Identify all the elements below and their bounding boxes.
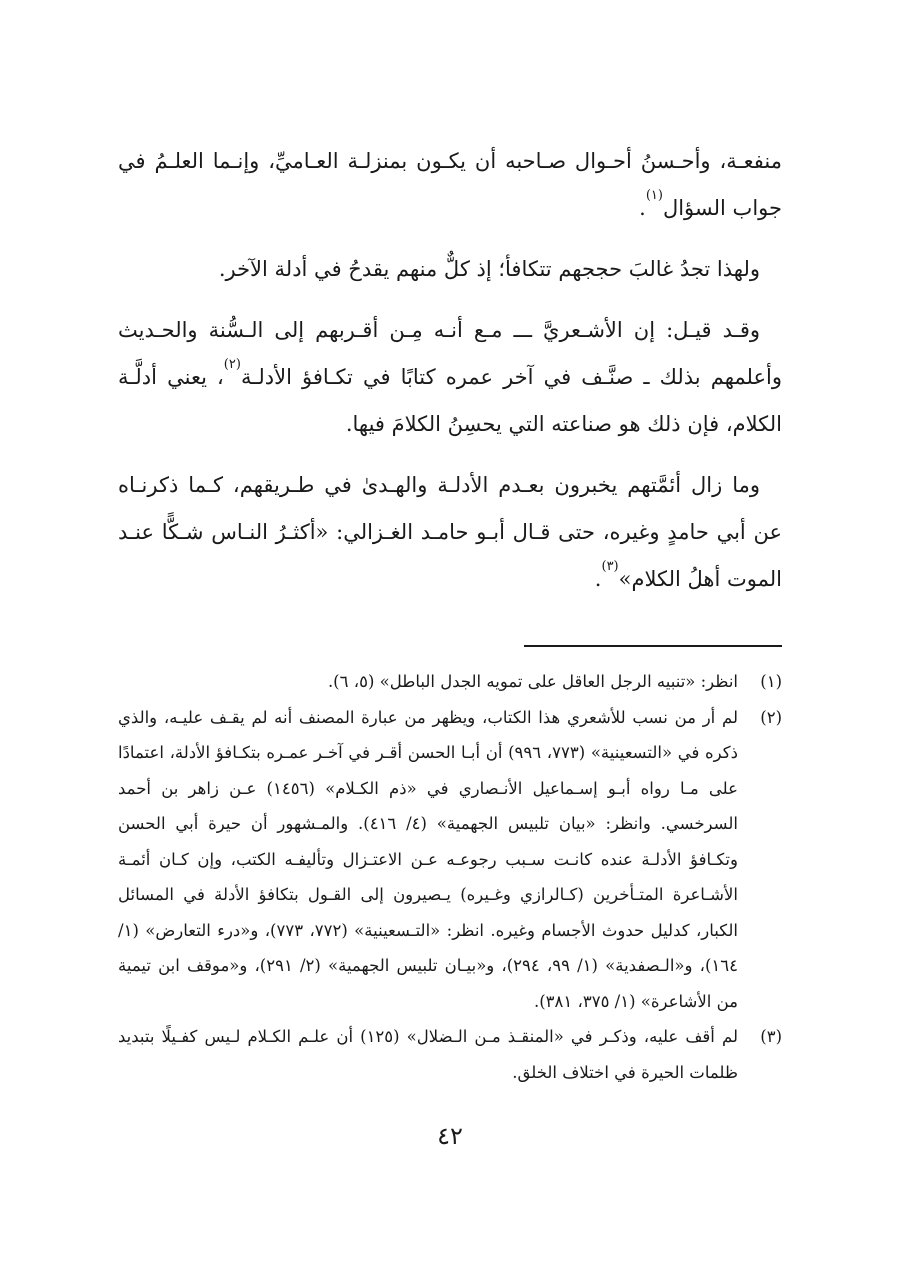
footnotes — [118, 664, 782, 1090]
footnote-number: (١) — [760, 672, 782, 691]
paragraph-1-end: . — [639, 196, 646, 220]
footnote-text: لم أر من نسب للأشعري هذا الكتاب، ويظهر من عبارة المصنف أنه لم يقـف عليـه، والذي ذكره في «التسعينية» (٧٧٣، ٩٩٦) أن أبـا الحسن أقـر في آخـر عمـره بتكـافؤ الأدلة، اعتمادًا على مـا رواه أبـو إسـماعيل الأنـصاري في «ذم الكـلام» (١٤٥٦) عـن زاهر بن أحمد السرخسي. وانظر: «بيان تلبيس الجهمية» (٤/ ٤١٦). والمـشهور أن حيرة أبي الحسن وتكـافؤ الأدلـة عنده كانـت سـبب رجوعـه عـن الاعتـزال وتأليفـه الكتب، وإن كـان أئمـة الأشـاعرة المتـأخرين (كـالرازي وغـيره) يـصيرون إلى القـول بتكافؤ الأدلة في المسائل الكبار، كدليل حدوث الأجسام وغيره. انظر: «التـسعينية» (٧٧٢، ٧٧٣)، و«درء التعارض» (١/ ١٦٤)، و«الـصفدية» (١/ ٩٩، ٢٩٤)، و«بيـان تلبيس الجهمية» (٢/ ٢٩١)، و«موقف ابن تيمية من الأشاعرة» (١/ ٣٧٥، ٣٨١). — [118, 707, 738, 1011]
paragraph-3 — [118, 307, 782, 448]
footnote-ref-1: (١) — [645, 188, 663, 203]
footnote-number: (٣) — [760, 1027, 782, 1046]
paragraph-3-text-b: ، يعني أدلَّـة الكلام، فإن ذلك هو صناعته التي يحسِنُ الكلامَ فيها. — [118, 365, 782, 436]
footnote-ref-2: (٢) — [223, 357, 241, 372]
footnote-text: انظر: «تنبيه الرجل العاقل على تمويه الجدل الباطل» (٥، ٦). — [327, 672, 738, 691]
footnote-1 — [118, 664, 782, 700]
footnote-2 — [118, 700, 782, 1020]
footnote-ref-3: (٣) — [601, 559, 619, 574]
paragraph-1 — [118, 138, 782, 232]
paragraph-1-text: منفعـة، وأحـسنُ أحـوال صـاحبه أن يكـون بمنزلـة العـاميِّ، وإنـما العلـمُ في جواب السؤال — [118, 149, 782, 220]
footnote-separator — [524, 645, 782, 647]
footnote-text: لم أقف عليه، وذكـر في «المنقـذ مـن الـضلال» (١٢٥) أن علـم الكـلام لـيس كفـيلًا بتبديد ظلمات الحيرة في اختلاف الخلق. — [118, 1027, 738, 1082]
main-text — [118, 138, 782, 617]
footnote-number: (٢) — [760, 707, 782, 727]
paragraph-4 — [118, 462, 782, 603]
page-number: ٤٢ — [437, 1122, 463, 1150]
footnote-3 — [118, 1019, 782, 1090]
paragraph-4-text: وما زال أئمَّتهم يخبرون بعـدم الأدلـة والهـدىٰ في طـريقهم، كـما ذكرنـاه عن أبي حامدٍ وغيره، حتى قـال أبـو حامـد الغـزالي: «أكثـرُ النـاس شـكًّا عنـد الموت أهلُ الكلام» — [118, 473, 782, 591]
paragraph-3-text-a: وقـد قيـل: إن الأشـعريَّ ـــ مـع أنـه مِـن أقـربهم إلى الـسُّنة والحـديث وأعلمهم بذلك ـ صنَّـف في آخر عمره كتابًا في تكـافؤ الأدلـة — [118, 318, 782, 389]
paragraph-4-end: . — [594, 567, 602, 591]
paragraph-2: ولهذا تجدُ غالبَ حججهم تتكافأ؛ إذ كلٌّ منهم يقدحُ في أدلة الآخر. — [218, 257, 760, 281]
